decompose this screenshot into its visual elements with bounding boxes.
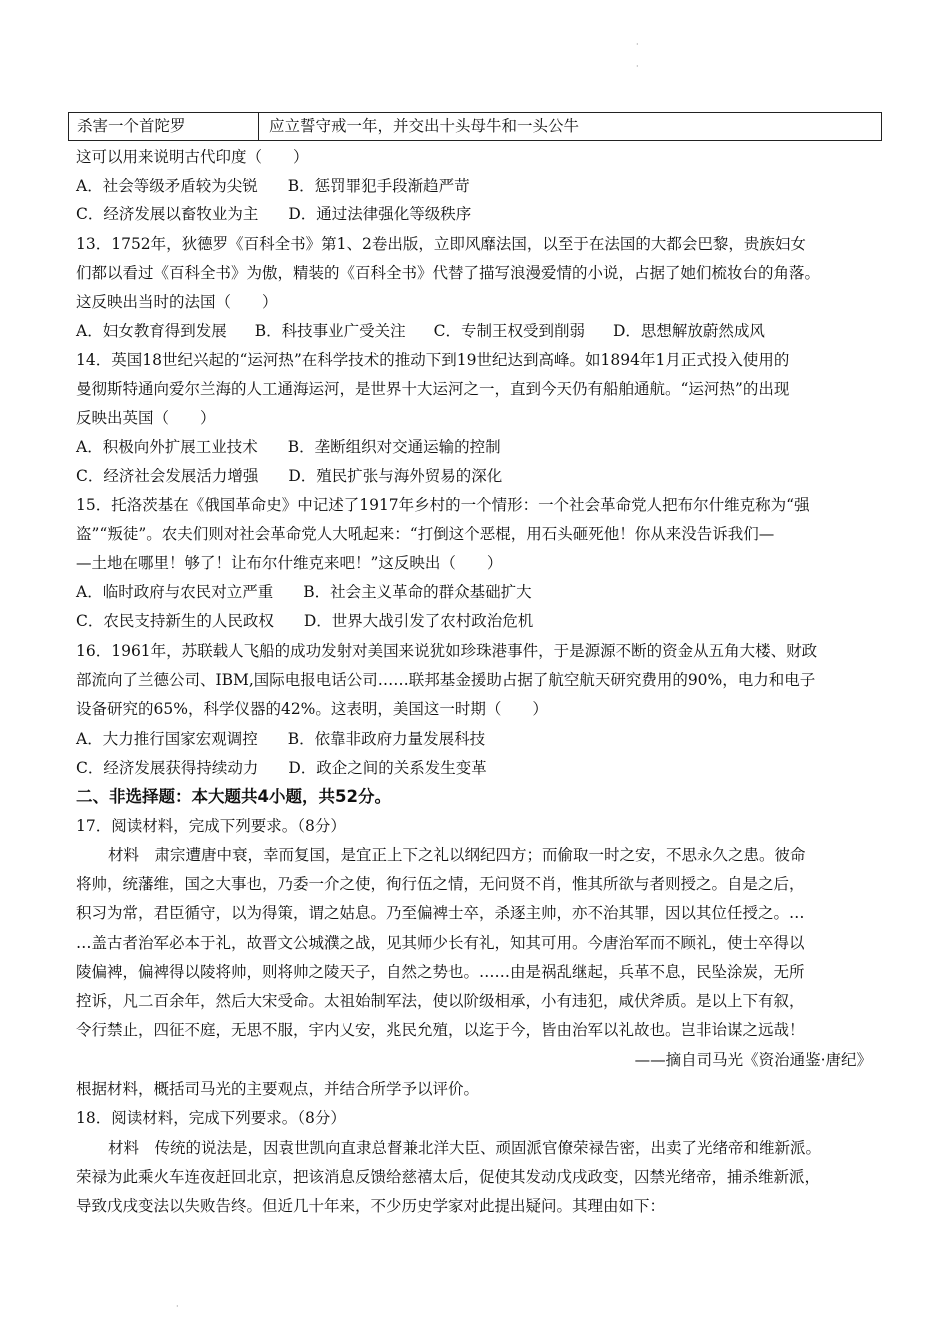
q13-line-2: 们都以看过《百科全书》为傲，精装的《百科全书》代替了描写浪漫爱情的小说，占据了她们梳妆台的角落。 (76, 264, 821, 282)
scan-mark: · (636, 40, 639, 49)
q15-options-ab (76, 582, 532, 602)
table-cell-crime: 杀害一个首陀罗 (69, 113, 259, 140)
q16-line-3: 设备研究的65%，科学仪器的42%。这表明，美国这一时期（ ） (76, 700, 548, 718)
q14-option-c[interactable]: C．经济社会发展活力增强 (76, 467, 259, 485)
q12-option-c[interactable]: C．经济发展以畜牧业为主 (76, 205, 259, 223)
q15-options-cd (76, 611, 533, 631)
q15-option-c[interactable]: C．农民支持新生的人民政权 (76, 612, 274, 630)
q17-material-6: 控诉，凡二百余年，然后大宋受命。太祖始制军法，使以阶级相承，小有违犯，咸伏斧质。是以上下有叙， (76, 992, 805, 1010)
q15-option-d[interactable]: D．世界大战引发了农村政治危机 (303, 612, 534, 630)
q13-options (76, 321, 765, 341)
q13-option-c[interactable]: C．专制王权受到削弱 (433, 322, 585, 340)
scan-mark: · (176, 1302, 179, 1311)
q15-line-2: 盗”“叛徒”。农夫们则对社会革命党人大吼起来：“打倒这个恶棍，用石头砸死他！你从来没告诉我们— (76, 525, 775, 543)
q12-option-d[interactable]: D．通过法律强化等级秩序 (288, 205, 472, 223)
q14-options-ab (76, 437, 501, 457)
q18-material-1: 材料 传统的说法是，因袁世凯向直隶总督兼北洋大臣、顽固派官僚荣禄告密，出卖了光绪帝和维新派。 (108, 1139, 822, 1157)
q15-option-b[interactable]: B．社会主义革命的群众基础扩大 (303, 583, 532, 601)
q16-option-c[interactable]: C．经济发展获得持续动力 (76, 759, 259, 777)
q18-material-3: 导致戊戌变法以失败告终。但近几十年来，不少历史学家对此提出疑问。其理由如下： (76, 1197, 666, 1215)
q17-material-4: …盖古者治军必本于礼，故晋文公城濮之战，见其师少长有礼，知其可用。今唐治军而不顾礼，使士卒得以 (76, 934, 805, 952)
q12-option-b[interactable]: B．惩罚罪犯手段渐趋严苛 (287, 177, 470, 195)
q14-line-3: 反映出英国（ ） (76, 409, 216, 427)
q13-option-d[interactable]: D．思想解放蔚然成风 (612, 322, 765, 340)
q13-line-1: 13．1752年，狄德罗《百科全书》第1、2卷出版，立即风靡法国，以至于在法国的大都会巴黎，贵族妇女 (76, 235, 806, 253)
q17-material-1: 材料 肃宗遭唐中衰，幸而复国，是宜正上下之礼以纲纪四方；而偷取一时之安，不思永久之患。彼命 (108, 846, 806, 864)
q17-material-7: 令行禁止，四征不庭，无思不服，宇内乂安，兆民允殖，以迄于今，皆由治军以礼故也。岂非诒谋之远哉！ (76, 1021, 805, 1039)
q13-line-3: 这反映出当时的法国（ ） (76, 293, 278, 311)
q17-question: 根据材料，概括司马光的主要观点，并结合所学予以评价。 (76, 1080, 480, 1098)
q15-line-1: 15．托洛茨基在《俄国革命史》中记述了1917年乡村的一个情形：一个社会革命党人把布尔什维克称为“强 (76, 496, 810, 514)
q12-option-a[interactable]: A．社会等级矛盾较为尖锐 (76, 177, 258, 195)
q15-line-3: —土地在哪里！够了！让布尔什维克来吧！”这反映出（ ） (76, 554, 503, 572)
q17-material-2: 将帅，统藩维，国之大事也，乃委一介之使，徇行伍之情，无问贤不肖，惟其所欲与者则授之。自是之后， (76, 875, 805, 893)
scan-mark: · (636, 62, 639, 71)
q17-material-5: 陵偏裨，偏裨得以陵将帅，则将帅之陵天子，自然之势也。……由是祸乱继起，兵革不息，民坠涂炭，无所 (76, 963, 805, 981)
section-title: 二、非选择题：本大题共4小题，共52分。 (76, 787, 391, 806)
q16-option-b[interactable]: B．依靠非政府力量发展科技 (287, 730, 486, 748)
table-cell-penalty: 应立誓守戒一年，并交出十头母牛和一头公牛 (269, 117, 580, 135)
q16-option-a[interactable]: A．大力推行国家宏观调控 (76, 730, 258, 748)
q16-options-ab (76, 729, 485, 749)
q14-line-2: 曼彻斯特通向爱尔兰海的人工通海运河，是世界十大运河之一，直到今天仍有船舶通航。“运河热”的出现 (76, 380, 790, 398)
q14-line-1: 14．英国18世纪兴起的“运河热”在科学技术的推动下到19世纪达到高峰。如1894年1月正式投入使用的 (76, 351, 790, 369)
q16-line-2: 部流向了兰德公司、IBM,国际电报电话公司……联邦基金援助占据了航空航天研究费用的90%，电力和电子 (76, 671, 816, 689)
q16-options-cd (76, 758, 487, 778)
q15-option-a[interactable]: A．临时政府与农民对立严重 (76, 583, 274, 601)
q16-line-1: 16．1961年，苏联载人飞船的成功发射对美国来说犹如珍珠港事件，于是源源不断的资金从五角大楼、财政 (76, 642, 818, 660)
q12-options-ab (76, 176, 470, 196)
q14-options-cd (76, 466, 502, 486)
q18-material-2: 荣禄为此乘火车连夜赶回北京，把该消息反馈给慈禧太后，促使其发动戊戌政变，囚禁光绪帝，捕杀维新派， (76, 1168, 821, 1186)
q17-head: 17．阅读材料，完成下列要求。（8分） (76, 817, 346, 835)
q13-option-b[interactable]: B．科技事业广受关注 (254, 322, 406, 340)
q17-source: ——摘自司马光《资治通鉴·唐纪》 (634, 1051, 872, 1069)
q13-option-a[interactable]: A．妇女教育得到发展 (76, 322, 227, 340)
q14-option-d[interactable]: D．殖民扩张与海外贸易的深化 (288, 467, 503, 485)
q17-material-3: 积习为常，君臣循守，以为得策，谓之姑息。乃至偏裨士卒，杀逐主帅，亦不治其罪，因以其位任授之。… (76, 904, 805, 922)
q14-option-b[interactable]: B．垄断组织对交通运输的控制 (287, 438, 501, 456)
q14-option-a[interactable]: A．积极向外扩展工业技术 (76, 438, 258, 456)
q18-head: 18．阅读材料，完成下列要求。（8分） (76, 1109, 346, 1127)
q12-options-cd (76, 204, 471, 224)
law-table-row (68, 112, 882, 141)
q12-stem: 这可以用来说明古代印度（ ） (76, 148, 309, 166)
q16-option-d[interactable]: D．政企之间的关系发生变革 (288, 759, 487, 777)
